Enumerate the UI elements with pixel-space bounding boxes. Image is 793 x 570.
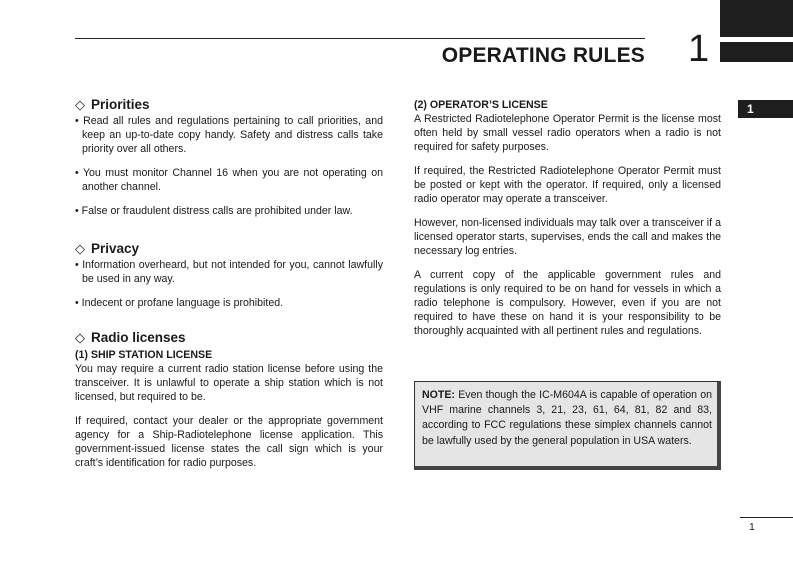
operator-license-paragraph-3: However, non-licensed individuals may talk over a transceiver if a licensed operator starts, supervises, ends the call and makes the necessary log entries. <box>414 217 721 257</box>
priorities-section <box>75 97 383 218</box>
radio-licenses-heading: ◇ Radio licenses <box>75 330 186 345</box>
diamond-icon: ◇ <box>75 330 85 345</box>
side-tab-number: 1 <box>747 102 754 116</box>
operator-license-heading: (2) OPERATOR’S LICENSE <box>414 99 548 111</box>
chapter-tab-top <box>720 0 793 37</box>
page-title: OPERATING RULES <box>441 44 645 67</box>
priorities-bullet-3: • False or fraudulent distress calls are prohibited under law. <box>75 205 353 217</box>
radio-licenses-section <box>75 330 383 470</box>
ship-license-paragraph-2: If required, contact your dealer or the appropriate government agency for a Ship-Radiotelephone license application. This government-issued license states the call sign which is your craft’s identification for radio purposes. <box>75 415 383 469</box>
chapter-number: 1 <box>688 28 710 70</box>
note-label: NOTE: <box>422 389 455 401</box>
operator-license-section <box>414 98 721 338</box>
footer-rule <box>740 517 793 518</box>
operator-license-paragraph-2: If required, the Restricted Radiotelephone Operator Permit must be posted or kept with the operator. If required, only a licensed radio operator may operate a transceiver. <box>414 165 721 205</box>
privacy-heading: ◇ Privacy <box>75 241 140 256</box>
page-number: 1 <box>749 521 755 533</box>
privacy-section <box>75 241 383 310</box>
priorities-heading: ◇ Priorities <box>75 97 150 112</box>
ship-license-paragraph-1: You may require a current radio station license before using the transceiver. It is unlawful to operate a ship station which is not licensed, but required to be. <box>75 363 383 403</box>
operator-license-paragraph-1: A Restricted Radiotelephone Operator Permit is the license most often held by small vessel radio operators when a radio is not required for safety purposes. <box>414 113 721 153</box>
ship-station-license-heading: (1) SHIP STATION LICENSE <box>75 349 213 361</box>
diamond-icon: ◇ <box>75 97 85 112</box>
note-body: Even though the IC-M604A is capable of operation on VHF marine channels 3, 21, 23, 61, 64, 81, 82 and 83, according to FCC regulations these simplex channels cannot be lawfully used by the general population in USA waters. <box>422 389 712 447</box>
note-text <box>422 388 712 449</box>
header-rule <box>75 38 645 39</box>
priorities-bullet-1: • Read all rules and regulations pertaining to call priorities, and keep an up-to-date copy handy. Safety and distress calls take priority over all others. <box>75 115 383 155</box>
side-chapter-tab <box>738 100 793 118</box>
diamond-icon: ◇ <box>75 241 85 256</box>
privacy-bullet-1: • Information overheard, but not intended for you, cannot lawfully be used in any way. <box>75 259 383 285</box>
priorities-bullet-2: • You must monitor Channel 16 when you are not operating on another channel. <box>75 167 383 193</box>
note-box <box>414 381 721 470</box>
privacy-bullet-2: • Indecent or profane language is prohibited. <box>75 297 284 309</box>
chapter-tab-bar <box>720 42 793 62</box>
operator-license-paragraph-4: A current copy of the applicable government rules and regulations is only required to be on hand for vessels in which a radio telephone is compulsory. However, even if you are not required to have these on hand it is your responsibility to be thoroughly acquainted with all pertinent rules and regulations. <box>414 269 721 337</box>
